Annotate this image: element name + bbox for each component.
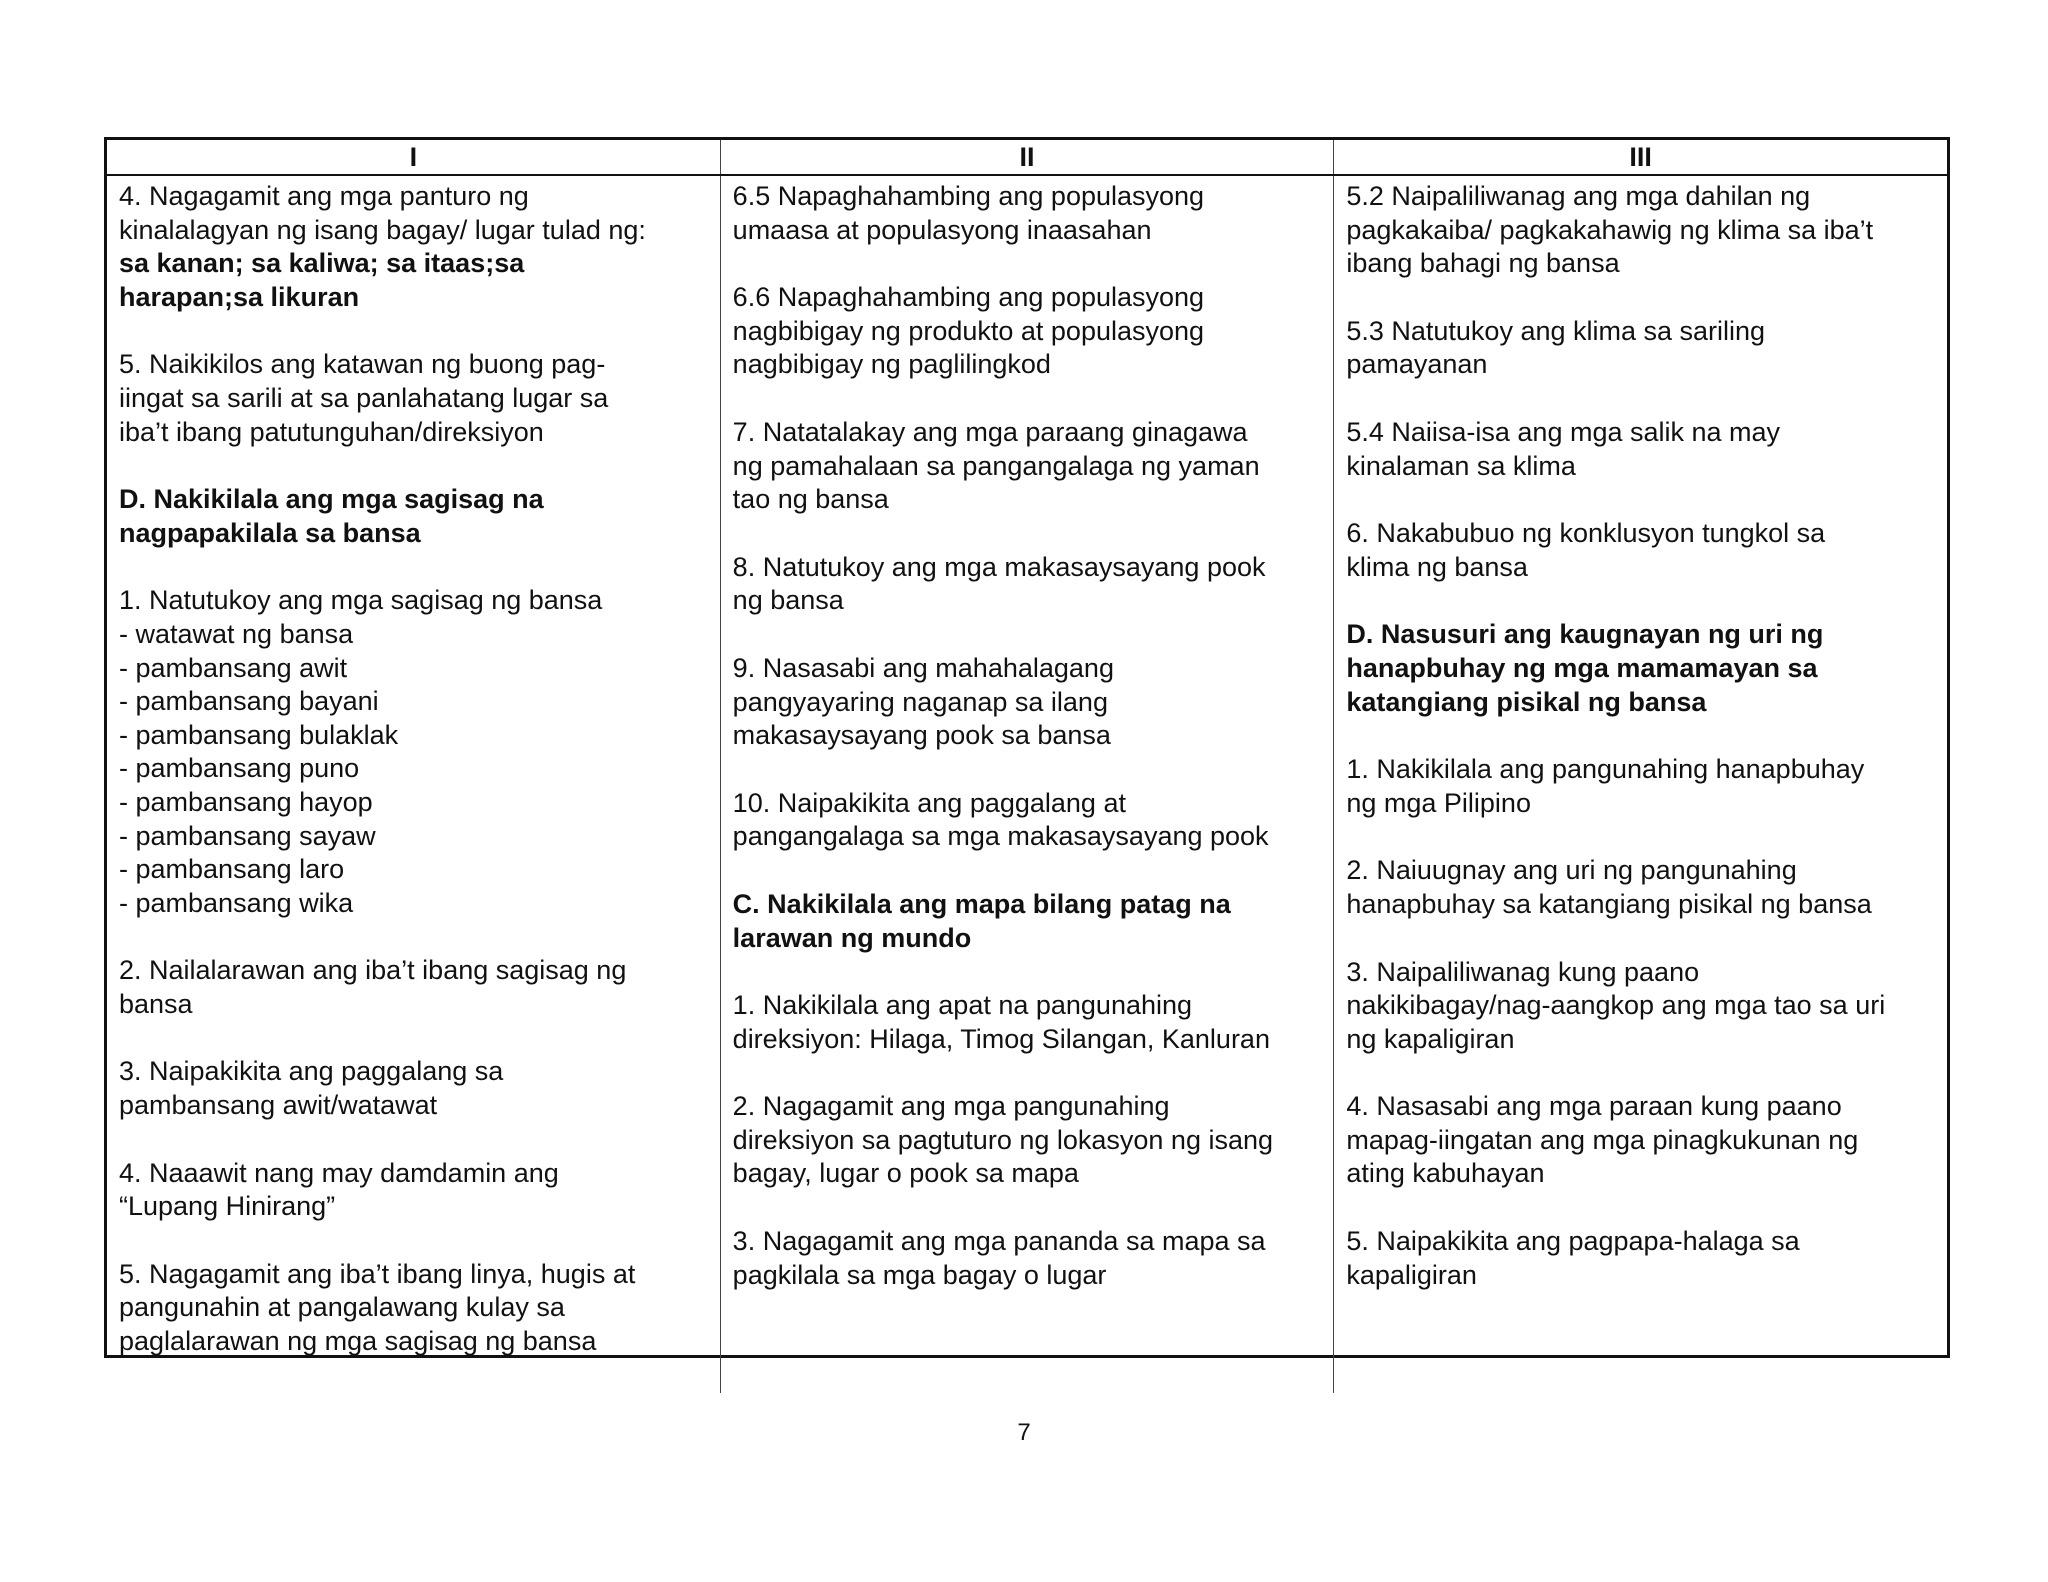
text-line: pagkakaiba/ pagkakahawig ng klima sa iba’t xyxy=(1346,214,1874,245)
text-line: 6.5 Napaghahambing ang populasyong xyxy=(732,181,1205,211)
text-line: pambansang awit/watawat xyxy=(119,1090,438,1121)
column-i-content xyxy=(107,176,720,1393)
text-line: 3. Nagagamit ang mga pananda sa mapa sa xyxy=(732,1226,1266,1257)
text-line: pagkilala sa mga bagay o lugar xyxy=(732,1259,1107,1290)
text-line: 1. Natutukoy ang mga sagisag ng bansa xyxy=(119,585,603,616)
text-line: D. Nasusuri ang kaugnayan ng uri ng xyxy=(1346,619,1824,650)
text-line: - pambansang wika xyxy=(119,887,354,918)
text-line: iingat sa sarili at sa panlahatang lugar sa xyxy=(119,382,609,413)
text-line: 8. Natutukoy ang mga makasaysayang pook xyxy=(732,551,1266,582)
text-line: pamayanan xyxy=(1346,349,1488,380)
text-line: 7. Natatalakay ang mga paraang ginagawa xyxy=(732,416,1248,447)
text-line: 4. Naaawit nang may damdamin ang xyxy=(119,1157,559,1188)
list-item xyxy=(119,1258,708,1359)
list-item xyxy=(119,180,708,247)
text-line: tao ng bansa xyxy=(732,484,889,515)
list-item xyxy=(733,180,1322,247)
text-line: ibang bahagi ng bansa xyxy=(1346,248,1620,279)
text-line: - pambansang hayop xyxy=(119,786,373,817)
text-line: pangunahin at pangalawang kulay sa xyxy=(119,1292,565,1323)
list-item xyxy=(119,348,708,449)
text-line: makasaysayang pook sa bansa xyxy=(732,720,1111,751)
text-line: 5. Nagagamit ang iba’t ibang linya, hugis at xyxy=(119,1258,636,1289)
text-line: - pambansang awit xyxy=(119,652,348,683)
text-line: 5.3 Natutukoy ang klima sa sariling xyxy=(1346,315,1766,346)
text-line: pangangalaga sa mga makasaysayang pook xyxy=(732,821,1269,852)
column-header-ii: II xyxy=(720,140,1334,174)
list-item xyxy=(733,1225,1322,1292)
list-item xyxy=(733,989,1322,1056)
text-line: 5. Naikikilos ang katawan ng buong pag- xyxy=(119,349,606,380)
table-body-row xyxy=(107,176,1947,1393)
text-line: 4. Nasasabi ang mga paraan kung paano xyxy=(1346,1091,1842,1122)
list-item xyxy=(1346,854,1935,921)
text-line: nagpapakilala sa bansa xyxy=(119,517,421,548)
text-line: kapaligiran xyxy=(1346,1259,1477,1290)
text-line: D. Nakikilala ang mga sagisag na xyxy=(119,484,544,515)
text-line: 2. Nagagamit ang mga pangunahing xyxy=(732,1091,1170,1122)
text-line: C. Nakikilala ang mapa bilang patag na xyxy=(732,888,1231,919)
column-header-iii: III xyxy=(1333,140,1947,174)
text-line: 10. Naipakikita ang paggalang at xyxy=(732,787,1126,818)
text-line: hanapbuhay sa katangiang pisikal ng bansa xyxy=(1346,888,1872,919)
curriculum-table xyxy=(104,137,1950,1358)
list-item xyxy=(733,416,1322,517)
text-line: ng kapaligiran xyxy=(1346,1023,1515,1054)
text-line: direksiyon sa pagtuturo ng lokasyon ng isang xyxy=(732,1124,1274,1155)
text-line: 1. Nakikilala ang apat na pangunahing xyxy=(732,990,1193,1021)
section-heading xyxy=(119,247,708,314)
page-number: 7 xyxy=(1017,1419,1031,1446)
text-line: ng mga Pilipino xyxy=(1346,787,1531,818)
list-item xyxy=(733,281,1322,382)
text-line: 3. Naipakikita ang paggalang sa xyxy=(119,1056,504,1087)
text-line: bansa xyxy=(119,988,193,1019)
list-item xyxy=(1346,517,1935,584)
list-item xyxy=(733,787,1322,854)
text-line: ng pamahalaan sa pangangalaga ng yaman xyxy=(732,450,1260,481)
text-line: bagay, lugar o pook sa mapa xyxy=(732,1158,1079,1189)
text-line: iba’t ibang patutunguhan/direksiyon xyxy=(119,416,544,447)
text-line: nakikibagay/nag-aangkop ang mga tao sa uri xyxy=(1346,990,1886,1021)
text-line: hanapbuhay ng mga mamamayan sa xyxy=(1346,652,1818,683)
text-line: - watawat ng bansa xyxy=(119,618,354,649)
list-item xyxy=(733,652,1322,753)
text-line: 3. Naipaliliwanag kung paano xyxy=(1346,956,1700,987)
section-heading xyxy=(119,483,708,550)
text-line: nagbibigay ng paglilingkod xyxy=(732,349,1051,380)
text-line: pangyayaring naganap sa ilang xyxy=(732,686,1108,717)
text-line: 5.4 Naiisa-isa ang mga salik na may xyxy=(1346,416,1781,447)
text-line: direksiyon: Hilaga, Timog Silangan, Kanluran xyxy=(732,1023,1270,1054)
text-line: ating kabuhayan xyxy=(1346,1158,1545,1189)
list-item xyxy=(119,954,708,1021)
text-line: 1. Nakikilala ang pangunahing hanapbuhay xyxy=(1346,754,1865,785)
text-line: 2. Nailalarawan ang iba’t ibang sagisag ng xyxy=(119,955,627,986)
column-ii-content xyxy=(720,176,1334,1393)
text-line: mapag-iingatan ang mga pinagkukunan ng xyxy=(1346,1124,1859,1155)
text-line: sa kanan; sa kaliwa; sa itaas;sa xyxy=(119,248,525,279)
column-iii-content xyxy=(1333,176,1947,1393)
text-line: - pambansang puno xyxy=(119,753,360,784)
text-line: 5. Naipakikita ang pagpapa-halaga sa xyxy=(1346,1226,1800,1257)
section-heading xyxy=(733,888,1322,955)
text-line: 6.6 Napaghahambing ang populasyong xyxy=(732,282,1205,313)
text-line: - pambansang bayani xyxy=(119,686,379,717)
text-line: kinalalagyan ng isang bagay/ lugar tulad ng: xyxy=(119,214,646,245)
text-line: 4. Nagagamit ang mga panturo ng xyxy=(119,181,529,211)
list-item xyxy=(1346,180,1935,281)
list-item xyxy=(1346,956,1935,1057)
text-line: harapan;sa likuran xyxy=(119,281,360,312)
list-item xyxy=(1346,416,1935,483)
text-line: - pambansang laro xyxy=(119,854,345,885)
text-line: 6. Nakabubuo ng konklusyon tungkol sa xyxy=(1346,518,1826,549)
list-item xyxy=(733,1090,1322,1191)
list-item xyxy=(1346,1225,1935,1292)
list-item xyxy=(119,584,708,920)
text-line: 9. Nasasabi ang mahahalagang xyxy=(732,652,1114,683)
text-line: kinalaman sa klima xyxy=(1346,450,1576,481)
list-item xyxy=(1346,753,1935,820)
text-line: 5.2 Naipaliliwanag ang mga dahilan ng xyxy=(1346,181,1811,211)
list-item xyxy=(119,1055,708,1122)
text-line: nagbibigay ng produkto at populasyong xyxy=(732,315,1205,346)
text-line: klima ng bansa xyxy=(1346,551,1528,582)
list-item xyxy=(1346,315,1935,382)
text-line: - pambansang bulaklak xyxy=(119,719,399,750)
text-line: 2. Naiuugnay ang uri ng pangunahing xyxy=(1346,855,1797,886)
section-heading xyxy=(1346,618,1935,719)
list-item xyxy=(119,1157,708,1224)
text-line: umaasa at populasyong inaasahan xyxy=(732,214,1152,245)
list-item xyxy=(1346,1090,1935,1191)
text-line: paglalarawan ng mga sagisag ng bansa xyxy=(119,1326,597,1357)
text-line: “Lupang Hinirang” xyxy=(119,1191,336,1222)
text-line: ng bansa xyxy=(732,585,844,616)
text-line: larawan ng mundo xyxy=(732,922,972,953)
text-line: - pambansang sayaw xyxy=(119,820,376,851)
column-header-i: I xyxy=(409,142,418,172)
text-line: katangiang pisikal ng bansa xyxy=(1346,686,1707,717)
list-item xyxy=(733,551,1322,618)
table-header-row xyxy=(107,140,1947,176)
